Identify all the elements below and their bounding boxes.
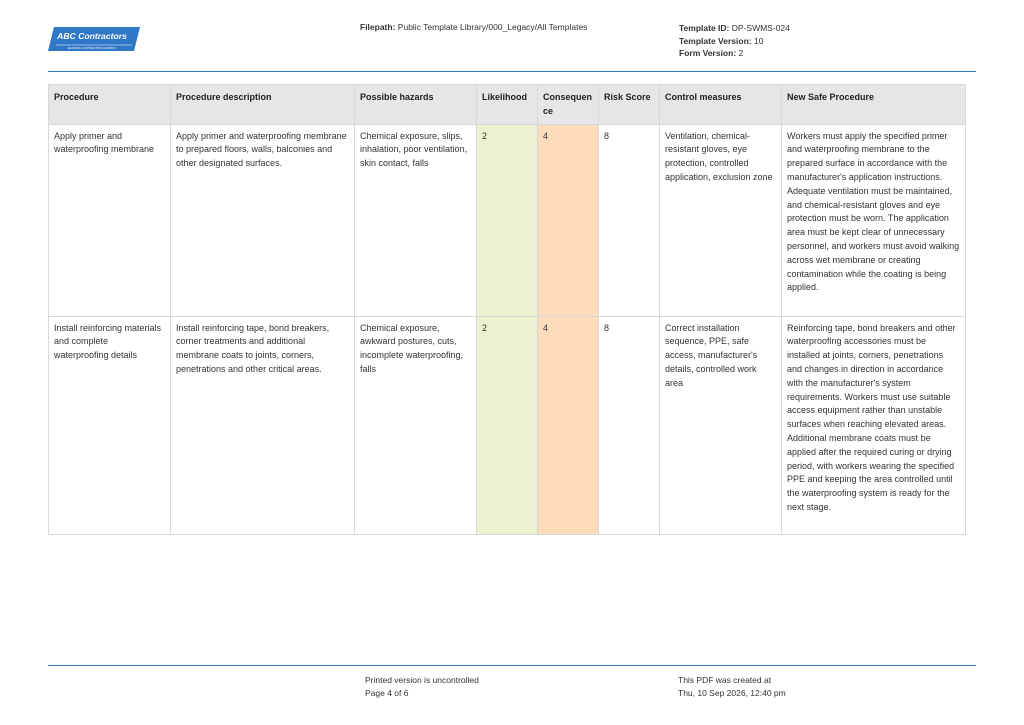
likelihood-cell: 2 xyxy=(477,124,538,316)
column-header-procedure: Procedure xyxy=(49,85,171,125)
table-header-row xyxy=(49,85,966,125)
swms-table xyxy=(48,84,966,535)
consequence-cell: 4 xyxy=(538,124,599,316)
controls-cell: Correct installation sequence, PPE, safe access, manufacturer's details, controlled work area xyxy=(660,316,782,534)
description-cell: Install reinforcing tape, bond breakers, corner treatments and additional membrane coats to joints, corners, penetrations and other critical areas. xyxy=(171,316,355,534)
column-header-likelihood: Likelihood xyxy=(477,85,538,125)
risk-score-cell: 8 xyxy=(599,124,660,316)
likelihood-cell: 2 xyxy=(477,316,538,534)
description-cell: Apply primer and waterproofing membrane to prepared floors, walls, balconies and other designated surfaces. xyxy=(171,124,355,316)
column-header-new-procedure: New Safe Procedure xyxy=(782,85,966,125)
filepath-label: Filepath: xyxy=(360,22,396,32)
header-divider xyxy=(48,71,976,72)
page-number: Page 4 of 6 xyxy=(365,688,409,698)
table-row xyxy=(49,124,966,316)
hazards-cell: Chemical exposure, awkward postures, cuts, incomplete waterproofing, falls xyxy=(355,316,477,534)
filepath xyxy=(360,22,587,32)
template-version-label: Template Version: xyxy=(679,35,752,46)
procedure-cell: Apply primer and waterproofing membrane xyxy=(49,124,171,316)
form-version-value: 2 xyxy=(738,48,744,58)
created-timestamp: Thu, 10 Sep 2026, 12:40 pm xyxy=(678,688,786,698)
template-id-label: Template ID: xyxy=(679,23,730,33)
page-header xyxy=(0,0,1024,72)
company-logo xyxy=(48,26,140,52)
new-procedure-cell: Reinforcing tape, bond breakers and other waterproofing accessories must be installed at joints, corners, penetrations and changes in direction in accordance with the manufacturer's system requirements. Workers must use suitable access equipment rather than unstable surfaces when reaching elevated areas. Additional membrane coats must be applied after the required curing or drying period, with workers wearing the specified PPE and keeping the area controlled until the waterproofing system is ready for the next stage. xyxy=(782,316,966,534)
risk-score-cell: 8 xyxy=(599,316,660,534)
svg-text:ABC Contractors: ABC Contractors xyxy=(57,31,127,41)
uncontrolled-notice: Printed version is uncontrolled xyxy=(365,675,479,685)
template-version xyxy=(679,35,790,48)
template-id-value: DP-SWMS-024 xyxy=(731,23,790,33)
template-version-value: 10 xyxy=(753,35,764,46)
column-header-consequence: Consequence xyxy=(538,85,599,125)
template-id xyxy=(679,22,790,35)
consequence-cell: 4 xyxy=(538,316,599,534)
procedure-cell: Install reinforcing materials and complete waterproofing details xyxy=(49,316,171,534)
form-version xyxy=(679,47,790,60)
svg-text:EXAMPLE CONTRACTOR COMPANY: EXAMPLE CONTRACTOR COMPANY xyxy=(67,46,117,50)
column-header-description: Procedure description xyxy=(171,85,355,125)
new-procedure-cell: Workers must apply the specified primer and waterproofing membrane to the prepared surface in accordance with the manufacturer's application instructions. Adequate ventilation must be maintained, and chemical-resistant gloves and eye protection must be worn. The application area must be kept clear of unnecessary personnel, and workers must avoid walking across wet membrane or creating contamination while the coating is being applied. xyxy=(782,124,966,316)
column-header-risk-score: Risk Score xyxy=(599,85,660,125)
company-logo-graphic xyxy=(48,26,140,52)
footer-right xyxy=(678,674,786,700)
column-header-hazards: Possible hazards xyxy=(355,85,477,125)
column-header-controls: Control measures xyxy=(660,85,782,125)
created-label: This PDF was created at xyxy=(678,675,772,685)
footer-left xyxy=(365,674,479,700)
footer-divider xyxy=(48,665,976,666)
table-row xyxy=(49,316,966,534)
filepath-value: Public Template Library/000_Legacy/All Templates xyxy=(397,22,588,32)
template-meta xyxy=(679,22,790,60)
controls-cell: Ventilation, chemical-resistant gloves, eye protection, controlled application, exclusion zone xyxy=(660,124,782,316)
form-version-label: Form Version: xyxy=(679,48,737,58)
hazards-cell: Chemical exposure, slips, inhalation, poor ventilation, skin contact, falls xyxy=(355,124,477,316)
